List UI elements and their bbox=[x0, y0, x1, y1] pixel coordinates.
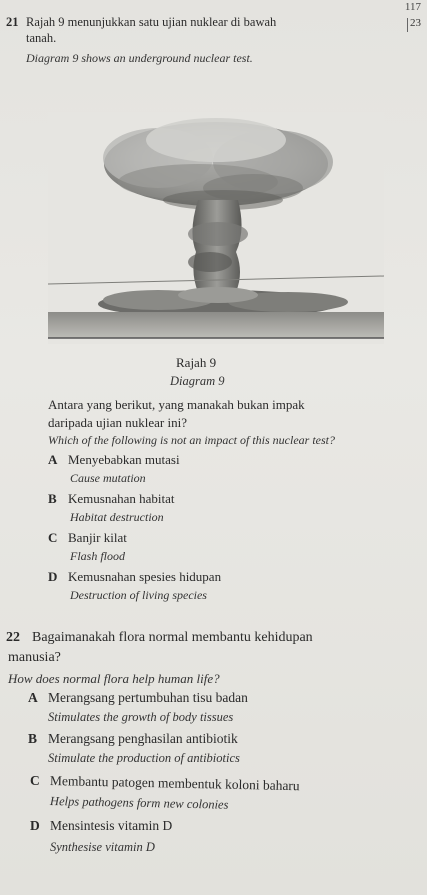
q21-option-b-text: Kemusnahan habitat bbox=[68, 491, 175, 506]
question-22-number: 22 bbox=[6, 630, 20, 645]
figure-caption-en: Diagram 9 bbox=[170, 374, 225, 388]
q21-option-a-letter: A bbox=[48, 452, 58, 467]
question-22-text-en: How does normal flora help human life? bbox=[8, 671, 220, 686]
q22-option-a-letter: A bbox=[28, 690, 38, 705]
q22-option-d-en: Synthesise vitamin D bbox=[50, 840, 155, 854]
q22-option-c-en: Helps pathogens form new colonies bbox=[49, 794, 229, 812]
q22-option-c-text: Membantu patogen membentuk koloni baharu bbox=[49, 773, 300, 794]
question-21-text-en: Diagram 9 shows an underground nuclear test. bbox=[26, 51, 253, 65]
q21-option-d-text: Kemusnahan spesies hidupan bbox=[68, 569, 222, 584]
q21-option-b-letter: B bbox=[48, 491, 57, 506]
question-21-prompt-line-2: daripada ujian nuklear ini? bbox=[48, 415, 187, 430]
q21-option-d-letter: D bbox=[48, 569, 58, 584]
q21-option-b-en: Habitat destruction bbox=[70, 510, 164, 524]
q22-option-b-letter: B bbox=[28, 731, 38, 746]
question-21-number: 21 bbox=[6, 15, 19, 29]
question-21-text-line-1: Rajah 9 menunjukkan satu ujian nuklear di bawah bbox=[26, 15, 277, 29]
q21-option-c-en: Flash flood bbox=[70, 549, 126, 563]
page-number: 117 bbox=[404, 1, 421, 13]
q21-option-c-letter: C bbox=[48, 530, 58, 545]
q22-option-c-letter: C bbox=[30, 773, 40, 788]
question-22-text-line-1: Bagaimanakah flora normal membantu kehidupan bbox=[32, 630, 313, 645]
q22-option-b-en: Stimulate the production of antibiotics bbox=[48, 751, 240, 765]
q22-option-b-text: Merangsang penghasilan antibiotik bbox=[48, 731, 238, 746]
q21-option-c-text: Banjir kilat bbox=[68, 530, 127, 545]
figure-caption-ms: Rajah 9 bbox=[176, 355, 217, 370]
q22-option-d-text: Mensintesis vitamin D bbox=[50, 818, 173, 833]
mushroom-cloud-image bbox=[48, 112, 384, 344]
margin-rule bbox=[407, 18, 408, 32]
question-21-prompt-line-1: Antara yang berikut, yang manakah bukan impak bbox=[48, 397, 305, 412]
q22-option-d-letter: D bbox=[30, 818, 40, 833]
marks-label: 23 bbox=[410, 17, 421, 29]
question-21-text-line-2: tanah. bbox=[26, 31, 57, 45]
q21-option-a-text: Menyebabkan mutasi bbox=[68, 452, 180, 467]
q22-option-a-en: Stimulates the growth of body tissues bbox=[48, 710, 234, 724]
q21-option-a-en: Cause mutation bbox=[70, 471, 146, 485]
question-22-text-line-2: manusia? bbox=[8, 650, 61, 665]
q21-option-d-en: Destruction of living species bbox=[70, 588, 207, 602]
q22-option-a-text: Merangsang pertumbuhan tisu badan bbox=[48, 690, 248, 705]
question-21-prompt-en: Which of the following is not an impact of this nuclear test? bbox=[48, 433, 335, 447]
nuclear-test-photo bbox=[48, 112, 384, 344]
